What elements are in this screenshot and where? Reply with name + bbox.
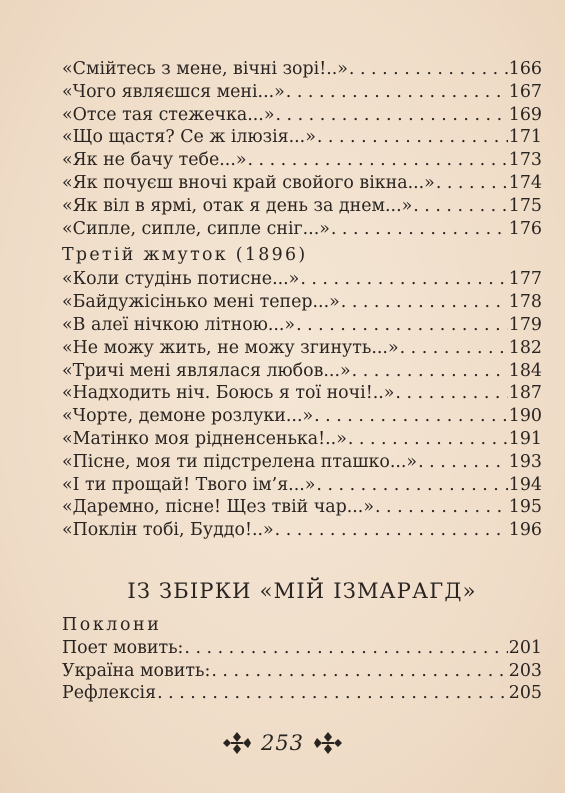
toc-entry-page: 178 (508, 292, 542, 313)
toc-entry-page: 195 (508, 497, 542, 518)
dot-leader (317, 126, 508, 149)
dot-leader (352, 360, 508, 383)
toc-entry-page: 173 (508, 150, 542, 171)
dot-leader (275, 104, 507, 127)
dot-leader (331, 218, 508, 241)
toc-entry-page: 169 (508, 104, 542, 125)
toc-entry (62, 104, 542, 127)
dot-leader (286, 81, 508, 104)
toc-entry-page: 177 (508, 269, 542, 290)
toc-entry (62, 218, 542, 241)
toc-entry-title: «Коли студінь потисне...» (62, 269, 300, 290)
toc-entry (62, 519, 542, 542)
dot-leader (296, 314, 508, 337)
dot-leader (349, 58, 508, 81)
toc-entry (62, 637, 542, 660)
dot-leader (157, 682, 508, 705)
collection-title: ІЗ ЗБІРКИ «МІЙ ІЗМАРАГД» (127, 578, 477, 603)
toc-entry (62, 360, 542, 383)
toc-entry-page: 171 (508, 127, 542, 148)
toc-entry-title: «Як віл в ярмі, отак я день за днем...» (62, 195, 413, 216)
dot-leader (248, 149, 508, 172)
toc-entry-page: 174 (508, 172, 542, 193)
toc-entry (62, 428, 542, 451)
table-of-contents (62, 58, 542, 705)
dot-leader (341, 291, 508, 314)
toc-list-group-b (62, 268, 542, 542)
toc-entry (62, 496, 542, 519)
dot-leader (275, 519, 508, 542)
toc-entry-title: Рефлексія (62, 683, 157, 704)
right-ornament-icon (312, 730, 344, 756)
toc-entry-page: 175 (508, 195, 542, 216)
dot-leader (375, 496, 508, 519)
toc-entry (62, 291, 542, 314)
toc-entry-title: «Даремно, пісне! Щез твій чар...» (62, 497, 374, 518)
page-number: 253 (260, 731, 305, 755)
toc-entry-title: «Смійтесь з мене, вічні зорі!..» (62, 59, 348, 79)
section-title: Третій жмуток (1896) (62, 245, 308, 266)
subsection-title: Поклони (62, 614, 162, 635)
toc-entry (62, 337, 542, 360)
toc-entry-title: «Байдужісінько мені тепер...» (62, 292, 340, 313)
dot-leader (316, 474, 507, 497)
toc-entry-page: 167 (508, 81, 542, 102)
toc-list-group-c (62, 637, 542, 705)
toc-entry-page: 201 (508, 637, 542, 658)
toc-entry-title: Поет мовить: (62, 637, 184, 658)
dot-leader (300, 268, 507, 291)
dot-leader (418, 451, 508, 474)
toc-entry-page: 184 (508, 360, 542, 381)
toc-entry (62, 149, 542, 172)
toc-entry (62, 58, 542, 81)
page-footer (0, 730, 565, 756)
toc-entry-title: «Як почуєш вночі край свойого вікна...» (62, 172, 435, 193)
toc-entry-page: 179 (508, 314, 542, 335)
toc-entry-title: «Отсе тая стежечка...» (62, 104, 275, 125)
dot-leader (436, 172, 508, 195)
toc-entry-page: 187 (508, 383, 542, 404)
toc-entry (62, 172, 542, 195)
toc-entry-page: 193 (508, 451, 542, 472)
toc-entry-title: «Як не бачу тебе...» (62, 150, 247, 171)
toc-entry-title: «І ти прощай! Твого ім’я...» (62, 474, 316, 495)
toc-entry-page: 190 (508, 406, 542, 427)
toc-entry-title: «Пісне, моя ти підстрелена пташко...» (62, 451, 418, 472)
toc-entry-page: 205 (508, 683, 542, 704)
toc-entry (62, 474, 542, 497)
toc-entry-page: 194 (508, 474, 542, 495)
dot-leader (211, 660, 507, 683)
toc-entry-page: 203 (508, 660, 542, 681)
toc-entry-title: «Надходить ніч. Боюсь я тої ночі!..» (62, 383, 395, 404)
toc-entry (62, 126, 542, 149)
dot-leader (348, 428, 508, 451)
toc-entry-title: «Не можу жить, не можу згинуть...» (62, 337, 399, 358)
toc-entry (62, 195, 542, 218)
toc-entry (62, 660, 542, 683)
toc-entry-title: «Поклін тобі, Буддо!..» (62, 520, 274, 541)
toc-entry-page: 166 (508, 59, 542, 79)
toc-entry (62, 268, 542, 291)
toc-entry-page: 176 (508, 218, 542, 239)
toc-entry-page: 182 (508, 337, 542, 358)
dot-leader (413, 195, 508, 218)
dot-leader (184, 637, 507, 660)
toc-entry (62, 382, 542, 405)
toc-list-group-a (62, 58, 542, 240)
toc-entry-title: «Чого являєшся мені...» (62, 81, 285, 102)
dot-leader (400, 337, 508, 360)
toc-entry-page: 191 (508, 428, 542, 449)
toc-entry (62, 405, 542, 428)
toc-entry-title: «Сипле, сипле, сипле сніг...» (62, 218, 330, 239)
dot-leader (395, 382, 507, 405)
toc-entry (62, 451, 542, 474)
toc-entry-title: Україна мовить: (62, 660, 211, 681)
toc-entry (62, 81, 542, 104)
left-ornament-icon (221, 730, 253, 756)
toc-entry-title: «Що щастя? Се ж ілюзія...» (62, 127, 316, 148)
toc-entry-title: «Тричі мені являлася любов...» (62, 360, 351, 381)
toc-entry (62, 314, 542, 337)
dot-leader (314, 405, 508, 428)
toc-entry (62, 682, 542, 705)
toc-entry-title: «Чорте, демоне розлуки...» (62, 406, 314, 427)
toc-entry-title: «В алеї нічкою літною...» (62, 314, 296, 335)
toc-entry-title: «Матінко моя рідненсенька!..» (62, 428, 347, 449)
toc-entry-page: 196 (508, 520, 542, 541)
